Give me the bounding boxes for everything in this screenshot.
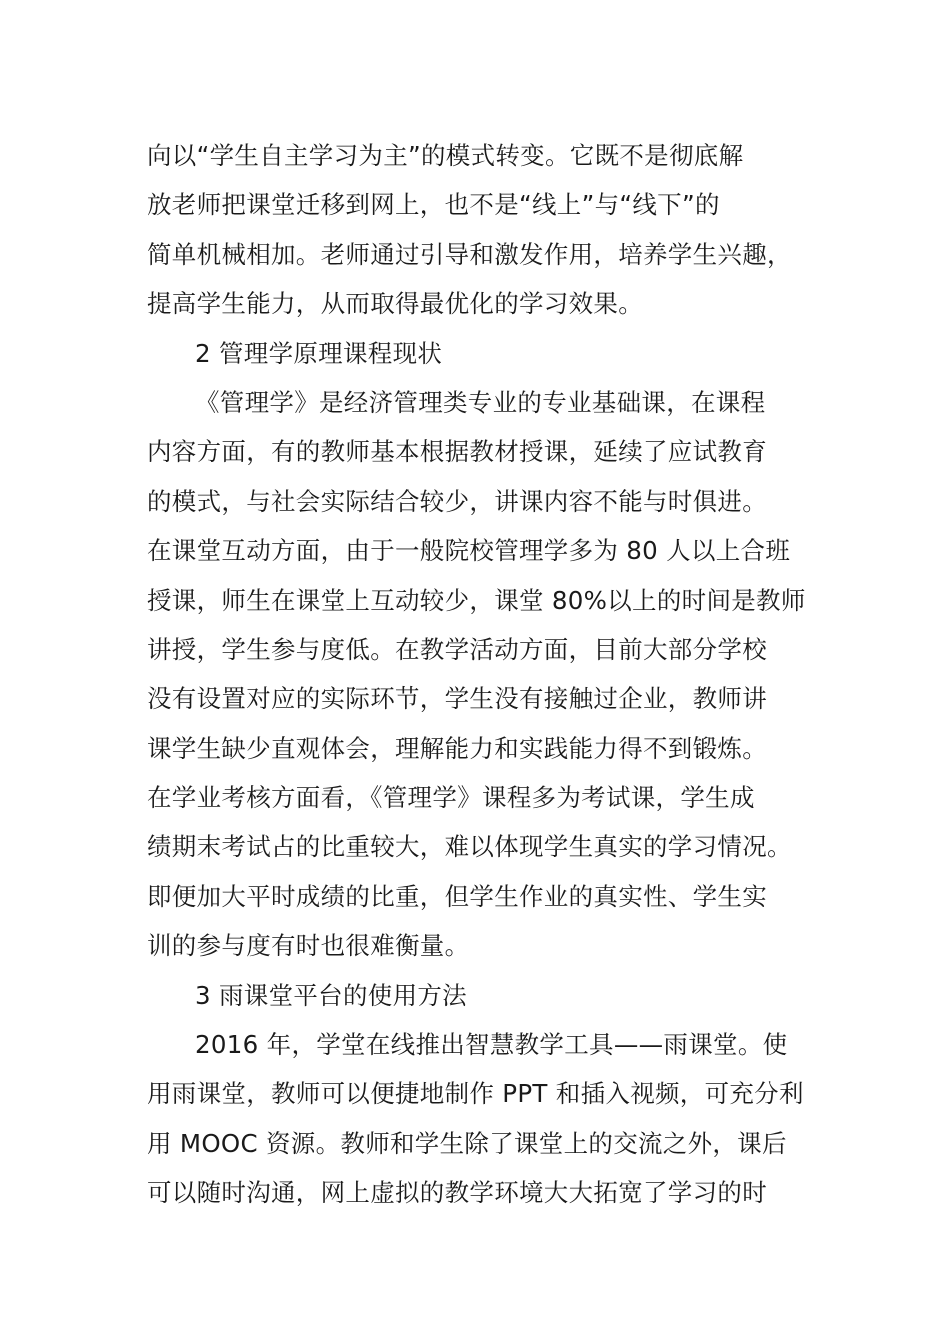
section-heading: 3 雨课堂平台的使用方法: [195, 980, 467, 1010]
text-line: 课学生缺少直观体会，理解能力和实践能力得不到锻炼。: [147, 733, 767, 763]
text-line: 没有设置对应的实际环节，学生没有接触过企业，教师讲: [147, 684, 767, 714]
text-line: 可以随时沟通，网上虚拟的教学环境大大拓宽了学习的时: [147, 1178, 767, 1208]
body-text: [147, 131, 807, 1218]
text-line: 在课堂互动方面，由于一般院校管理学多为 80 人以上合班: [147, 536, 791, 566]
text-line: 简单机械相加。老师通过引导和激发作用，培养学生兴趣，: [147, 239, 792, 269]
text-line: 训的参与度有时也很难衡量。: [147, 931, 470, 961]
text-line: 用 MOOC 资源。教师和学生除了课堂上的交流之外，课后: [147, 1128, 787, 1158]
text-line: 用雨课堂，教师可以便捷地制作 PPT 和插入视频，可充分利: [147, 1079, 804, 1109]
text-line: 的模式，与社会实际结合较少，讲课内容不能与时俱进。: [147, 486, 767, 516]
text-line: 绩期末考试占的比重较大，难以体现学生真实的学习情况。: [147, 832, 792, 862]
text-line: 即便加大平时成绩的比重，但学生作业的真实性、学生实: [147, 881, 767, 911]
text-line: 放老师把课堂迁移到网上，也不是“线上”与“线下”的: [147, 190, 720, 220]
text-line: 2016 年，学堂在线推出智慧教学工具——雨课堂。使: [195, 1030, 788, 1060]
text-line: 《管理学》是经济管理类专业的专业基础课，在课程: [195, 387, 766, 417]
text-line: 授课，师生在课堂上互动较少，课堂 80%以上的时间是教师: [147, 585, 806, 615]
text-line: 向以“学生自主学习为主”的模式转变。它既不是彻底解: [147, 141, 744, 170]
text-line: 在学业考核方面看，《管理学》课程多为考试课，学生成: [147, 783, 755, 813]
text-line: 讲授，学生参与度低。在教学活动方面，目前大部分学校: [147, 634, 767, 664]
text-line: 内容方面，有的教师基本根据教材授课，延续了应试教育: [147, 437, 767, 467]
section-heading: 2 管理学原理课程现状: [195, 338, 443, 368]
text-line: 提高学生能力，从而取得最优化的学习效果。: [147, 289, 643, 319]
